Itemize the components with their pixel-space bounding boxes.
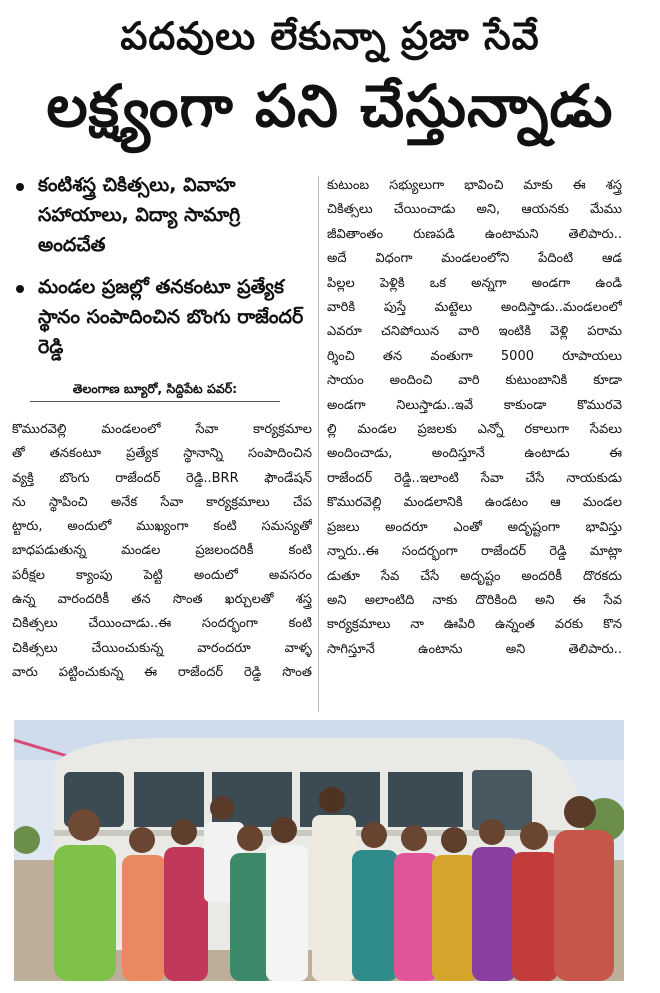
bullet-item <box>12 272 312 362</box>
article-line: చికిత్సలు చేయించాడు..ఈ సందర్భంగా కంటి <box>12 616 312 632</box>
article-line: రాజేందర్ రెడ్డి..ఇలాంటి సేవా చేసే నాయకుడు <box>327 470 622 486</box>
article-line: బాధపడుతున్న మండల ప్రజలందరికీ కంటి <box>12 543 312 559</box>
article-line: జీవితాంతం రుణపడి ఉంటామని తెలిపారు.. <box>327 226 622 242</box>
article-line: ల్లి మండల ప్రజలకు ఎన్నో రకాలుగా సేవలు <box>327 422 622 438</box>
article-line: చికిత్సలు చేయించుకున్న వారందరూ వాళ్ళ <box>12 640 312 656</box>
article-line: వ్యక్తి బొంగు రాజేందర్ రెడ్డి..BRR ఫౌండేషన్ <box>12 470 312 486</box>
article-line: వారు పట్టించుకున్న ఈ రాజేందర్ రెడ్డి సొంత <box>12 664 312 680</box>
article-line: ర్శించి తన వంతుగా 5000 రూపాయలు <box>327 348 622 364</box>
summary-bullets <box>12 170 312 374</box>
article-line: కార్యక్రమాలు నా ఊపిరి ఉన్నంత వరకు కొన <box>327 617 622 633</box>
article-column-left <box>12 418 312 685</box>
article-line: వారికి పుస్తే మట్టెలు అందిస్తాడు..మండలంలో <box>327 300 622 316</box>
headline-kicker: పదవులు లేకున్నా ప్రజా సేవే <box>120 14 540 58</box>
article-line: ప్రజలు అందరూ ఎంతో అదృష్టంగా భావిస్తు <box>327 519 622 535</box>
article-line: సాగిస్తూనే ఉంటాను అని తెలిపారు.. <box>327 641 622 657</box>
article-line: ఎవరూ చనిపోయిన వారి ఇంటికి వెళ్లి పరామ <box>327 324 622 340</box>
column-divider <box>318 176 319 712</box>
article-column-right <box>327 174 622 662</box>
article-line: సాయం అందించి వారి కుటుంబానికి కూడా <box>327 373 622 389</box>
article-line: ట్టారు, అందులో ముఖ్యంగా కంటి సమస్యతో <box>12 519 312 535</box>
article-line: చికిత్సలు చేయించాడు అని, ఆయనకు మేము <box>327 202 622 218</box>
article-line: అండగా నిలుస్తాడు..ఇవే కాకుండా కొమురవె <box>327 397 622 413</box>
bullet-text: కంటిశస్త్ర చికిత్సలు, వివాహ సహాయాలు, విద్యా సామాగ్రి అందచేత <box>38 174 241 256</box>
article-line: డుతూ సేవ చేసే అదృష్టం అందరికీ దొరకదు <box>327 568 622 584</box>
bullet-dot-icon <box>16 183 24 191</box>
article-line: అని అలాంటిది నాకు దొరికింది అని ఈ సేవ <box>327 592 622 608</box>
article-line: కొమురవెల్లి మండలానికి ఉండటం ఆ మండల <box>327 495 622 511</box>
article-line: అదే విధంగా మండలంలోని పేదింటి ఆడ <box>327 251 622 267</box>
article-line: పిల్లల పెళ్లికి ఒక అన్నగా అండగా ఉండి <box>327 275 622 291</box>
photo-illustration <box>14 720 624 981</box>
headline-main: లక్ష్యంగా పని చేస్తున్నాడు <box>46 72 614 140</box>
article-line: కుటుంబ సభ్యులుగా భావించి మాకు ఈ శస్త్ర <box>327 178 622 193</box>
bullet-dot-icon <box>16 285 24 293</box>
article-line: తో తనకంటూ ప్రత్యేక స్థానాన్ని సంపాదించిన <box>12 446 312 462</box>
bullet-text: మండల ప్రజల్లో తనకంటూ ప్రత్యేక స్థానం సంపాదించిన బొంగు రాజేందర్ రెడ్డి <box>38 276 304 358</box>
byline: తెలంగాణ బ్యూరో, సిద్దిపేట పవర్: <box>30 381 280 402</box>
bullet-item <box>12 170 312 260</box>
article-line: ను స్థాపించి అనేక సేవా కార్యక్రమాలు చేప <box>12 494 312 510</box>
article-line: అందించాడు, అందిస్తూనే ఉంటాడు ఈ <box>327 446 622 462</box>
article-line: కొమురవెల్లి మండలంలో సేవా కార్యక్రమాల <box>12 422 312 437</box>
article-line: పరీక్షల క్యాంపు పెట్టి అందులో అవసరం <box>12 567 312 583</box>
group-photo <box>14 720 624 981</box>
article-line: ఉన్న వారందరికీ తన సొంత ఖర్చులతో శస్త్ర <box>12 592 312 608</box>
article-line: న్నారు..ఈ సందర్భంగా రాజేందర్ రెడ్డి మాట్లా <box>327 544 622 560</box>
